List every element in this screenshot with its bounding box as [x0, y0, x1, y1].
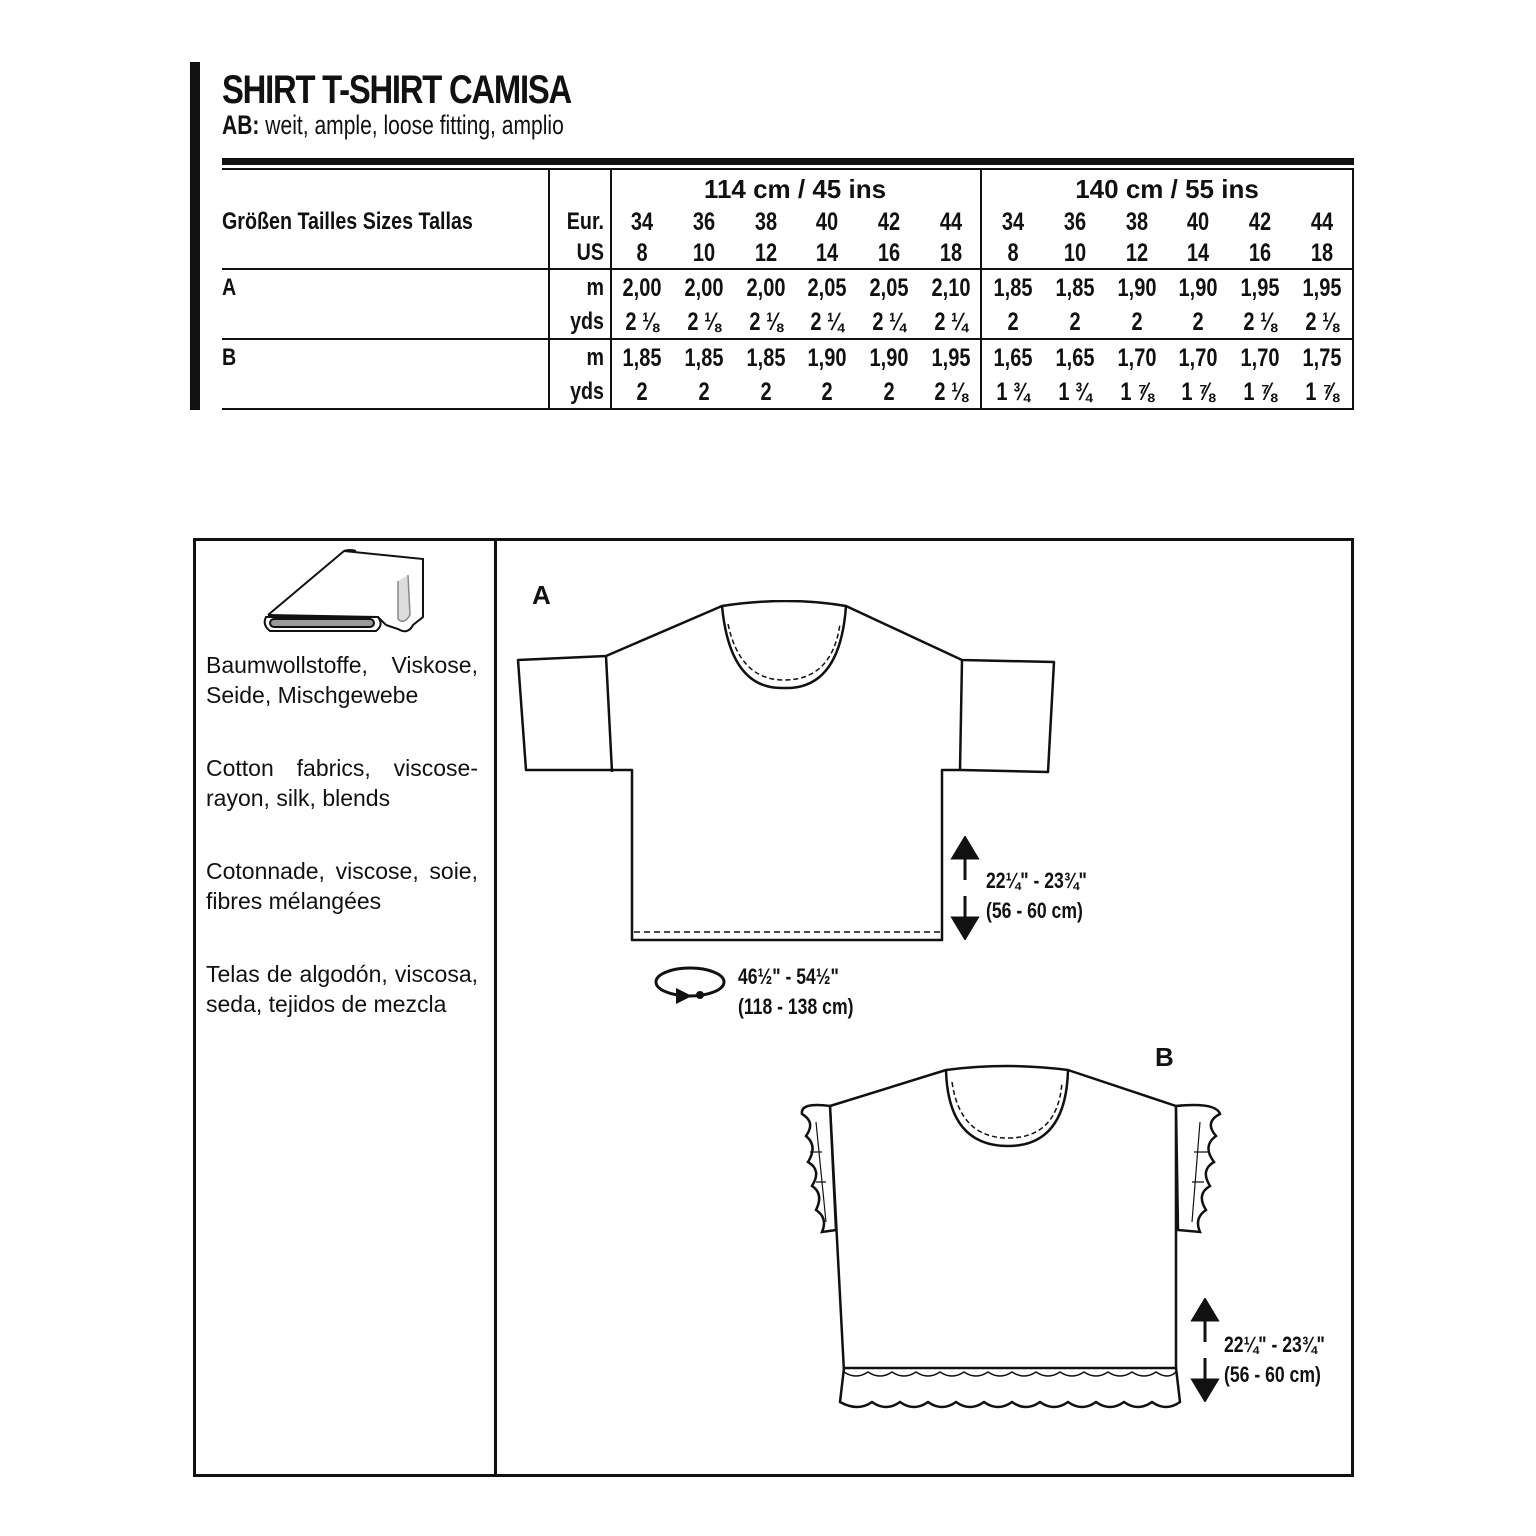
eur-size-cell: 42: [878, 208, 901, 236]
yard-cell: 2 ⅛: [934, 378, 968, 406]
meter-unit: m: [586, 344, 604, 371]
us-size-cell: 10: [692, 239, 715, 267]
meter-cell: 1,90: [869, 344, 909, 372]
yard-cell: 2: [1069, 308, 1081, 336]
meter-cell: 1,95: [1240, 274, 1280, 302]
meter-cell: 1,90: [1178, 274, 1218, 302]
us-size-cell: 10: [1063, 239, 1086, 267]
meter-unit: m: [586, 274, 604, 301]
meter-cell: 1,85: [1055, 274, 1095, 302]
yard-cell: 1 ⅞: [1305, 378, 1339, 406]
us-size-cell: 18: [939, 239, 963, 267]
meter-cell: 1,70: [1117, 344, 1157, 372]
eur-label: Eur.: [566, 208, 604, 235]
yard-cell: 2 ¼: [810, 308, 845, 336]
meter-cell: 1,70: [1178, 344, 1218, 372]
us-size-cell: 16: [1249, 239, 1272, 267]
meter-cell: 1,75: [1302, 344, 1342, 372]
width-group-header: 140 cm / 55 ins: [1075, 174, 1259, 204]
yard-cell: 2 ¼: [872, 308, 906, 336]
fit-description: [222, 110, 564, 141]
eur-size-cell: 40: [1187, 208, 1210, 236]
rule-header: [222, 168, 1354, 170]
yard-cell: 1 ⅞: [1181, 378, 1216, 406]
view-a-label: A: [532, 580, 551, 610]
yard-cell: 1 ¾: [996, 378, 1030, 406]
view-a-hem-in: 46½" - 54½": [738, 964, 839, 989]
eur-size-cell: 44: [939, 208, 963, 236]
us-size-cell: 12: [754, 239, 777, 267]
rule-bottom: [222, 408, 1354, 410]
yard-cell: 2: [1192, 308, 1204, 336]
view-b-shirt-illustration: [796, 1062, 1226, 1422]
fabric-text-fr: Cotonnade, viscose, soie, fibres mélangées: [206, 858, 478, 914]
yard-cell: 2: [698, 378, 710, 406]
fabric-text-es: Telas de algodón, viscosa, seda, tejidos de mezcla: [206, 961, 478, 1017]
width-group-header: 114 cm / 45 ins: [703, 174, 887, 204]
rule-sizes: [222, 268, 1354, 270]
yard-cell: 2: [1007, 308, 1019, 336]
eur-size-cell: 42: [1249, 208, 1272, 236]
yard-cell: 2 ⅛: [748, 308, 783, 336]
eur-size-cell: 34: [1001, 208, 1025, 236]
meter-cell: 2,00: [622, 274, 662, 302]
view-row-label: A: [222, 274, 237, 301]
yard-cell: 1 ⅞: [1119, 378, 1154, 406]
yard-cell: 2 ⅛: [1305, 308, 1339, 336]
meter-cell: 1,90: [807, 344, 847, 372]
meter-cell: 2,00: [684, 274, 724, 302]
us-size-cell: 8: [636, 239, 648, 267]
panel-divider: [494, 538, 497, 1477]
meter-cell: 1,85: [622, 344, 662, 372]
yard-cell: 2 ⅛: [1243, 308, 1277, 336]
meter-cell: 1,70: [1240, 344, 1280, 372]
fabric-text-de: Baumwollstoffe, Viskose, Seide, Mischgewebe: [206, 652, 478, 708]
meter-cell: 2,00: [746, 274, 786, 302]
view-b-label: B: [1155, 1042, 1174, 1072]
fit-text: weit, ample, loose fitting, amplio: [259, 110, 564, 140]
sizes-label: Größen Tailles Sizes Tallas: [222, 208, 473, 235]
view-a-length-in: 22¼" - 23¾": [986, 868, 1087, 893]
fit-views-label: AB:: [222, 110, 260, 140]
yard-cell: 2 ⅛: [625, 308, 659, 336]
meter-cell: 1,90: [1117, 274, 1157, 302]
yard-cell: 2: [1131, 308, 1143, 336]
fabric-bolt-icon: [258, 545, 438, 645]
us-size-cell: 12: [1125, 239, 1148, 267]
eur-size-cell: 40: [816, 208, 839, 236]
yard-cell: 2: [760, 378, 772, 406]
col-rule-label: [548, 168, 550, 410]
eur-size-cell: 44: [1310, 208, 1334, 236]
rule-top: [222, 158, 1354, 165]
yard-cell: 2: [821, 378, 833, 406]
meter-cell: 2,10: [931, 274, 971, 302]
length-arrow-icon: [1190, 1298, 1220, 1402]
view-b-length-cm: (56 - 60 cm): [1224, 1362, 1321, 1387]
meter-cell: 1,85: [746, 344, 786, 372]
eur-size-cell: 36: [692, 208, 715, 236]
view-b-length-in: 22¼" - 23¾": [1224, 1332, 1325, 1357]
rule-row-a: [222, 338, 1354, 340]
view-a-length-cm: (56 - 60 cm): [986, 898, 1083, 923]
yard-unit: yds: [570, 308, 604, 335]
yard-cell: 1 ⅞: [1243, 378, 1277, 406]
eur-size-cell: 36: [1063, 208, 1086, 236]
yard-cell: 2: [883, 378, 895, 406]
length-arrow-icon: [950, 836, 980, 940]
us-label: US: [576, 239, 604, 266]
yard-cell: 2 ⅛: [687, 308, 721, 336]
us-size-cell: 8: [1007, 239, 1019, 267]
fabric-text-en: Cotton fabrics, viscose-rayon, silk, blends: [206, 755, 478, 811]
page-title: SHIRT T-SHIRT CAMISA: [222, 68, 571, 112]
title-accent-bar: [190, 62, 200, 410]
yard-cell: 1 ¾: [1058, 378, 1092, 406]
eur-size-cell: 38: [1125, 208, 1148, 236]
meter-cell: 1,65: [993, 344, 1033, 372]
view-row-label: B: [222, 344, 237, 371]
meter-cell: 1,65: [1055, 344, 1095, 372]
yard-unit: yds: [570, 378, 604, 405]
hem-width-icon: [652, 962, 728, 1006]
us-size-cell: 14: [816, 239, 839, 267]
yard-cell: 2 ¼: [934, 308, 968, 336]
meter-cell: 2,05: [807, 274, 847, 302]
meter-cell: 1,85: [993, 274, 1033, 302]
view-a-hem-cm: (118 - 138 cm): [738, 994, 854, 1019]
us-size-cell: 18: [1310, 239, 1334, 267]
eur-size-cell: 34: [630, 208, 654, 236]
col-rule-end: [1352, 168, 1354, 410]
us-size-cell: 14: [1187, 239, 1210, 267]
eur-size-cell: 38: [754, 208, 777, 236]
meter-cell: 1,95: [1302, 274, 1342, 302]
meter-cell: 2,05: [869, 274, 909, 302]
yard-cell: 2: [636, 378, 648, 406]
meter-cell: 1,85: [684, 344, 724, 372]
us-size-cell: 16: [878, 239, 901, 267]
meter-cell: 1,95: [931, 344, 971, 372]
fabric-requirements-table: [222, 158, 1354, 410]
